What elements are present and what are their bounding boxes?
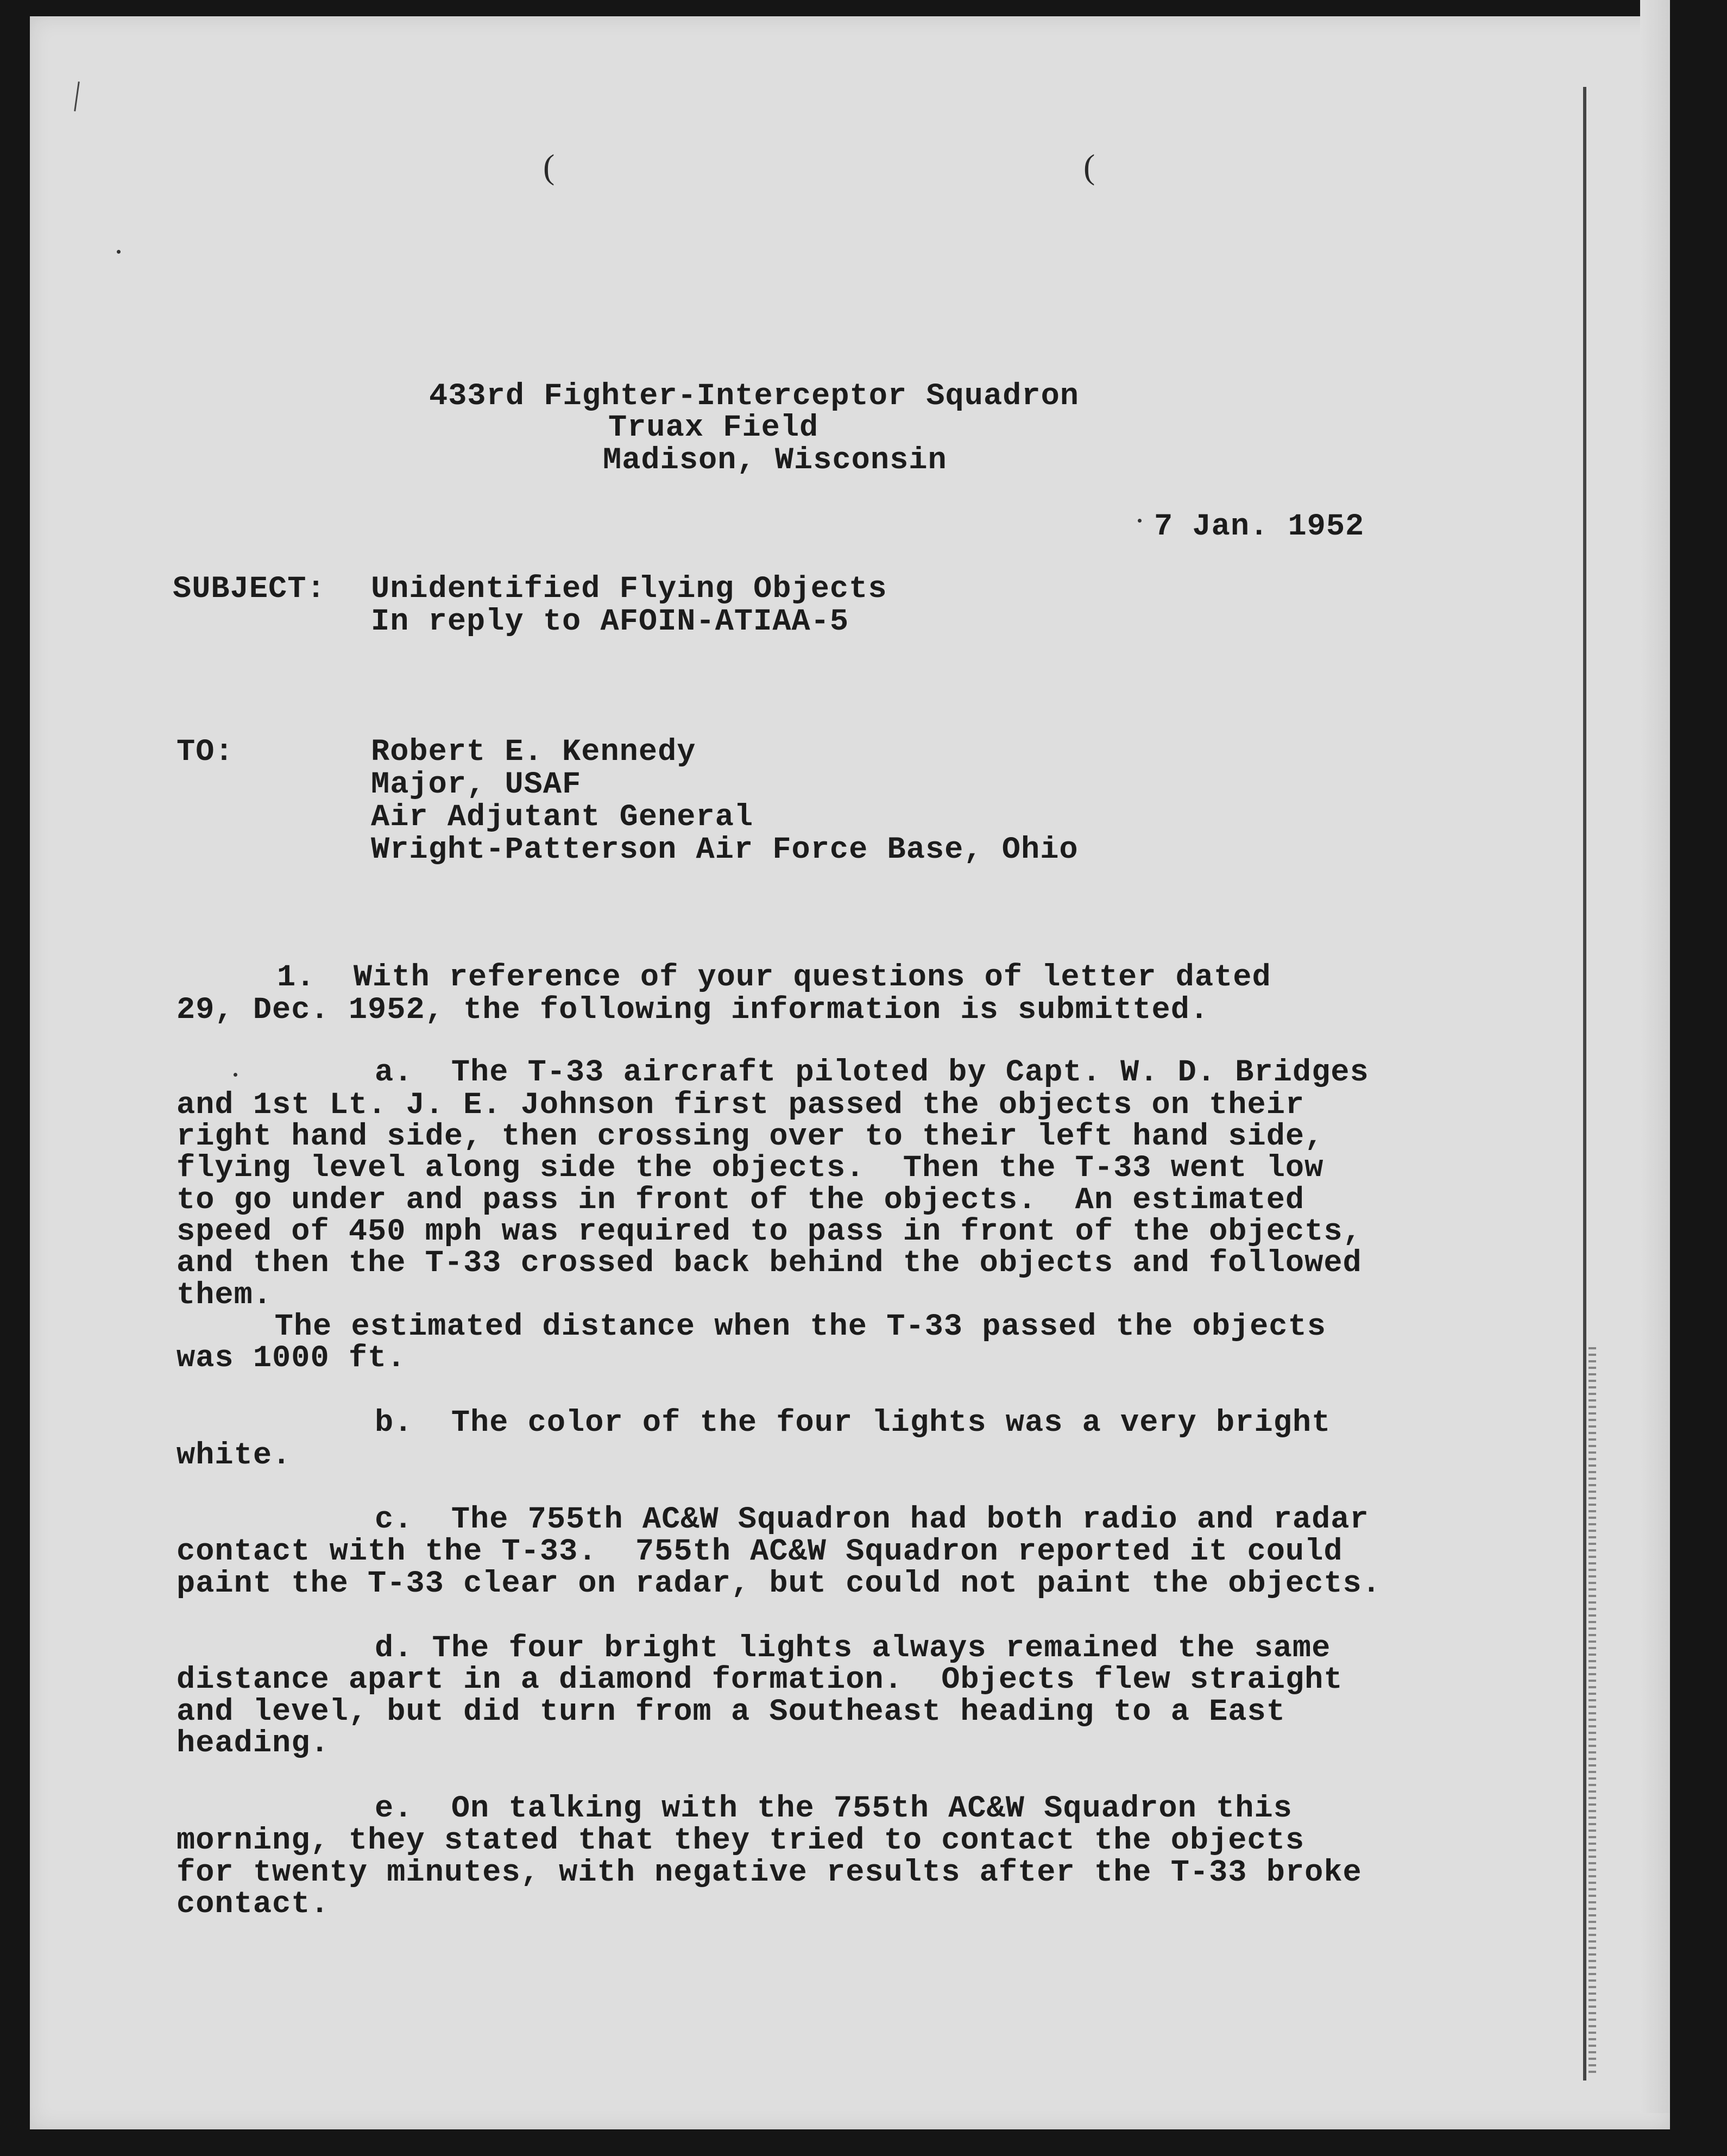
paragraph-b-line: white. — [177, 1438, 292, 1473]
to-label: TO: — [177, 735, 234, 770]
paragraph-a-line: The estimated distance when the T-33 passed the objects — [217, 1310, 1326, 1344]
paragraph-a-line: was 1000 ft. — [177, 1341, 406, 1376]
paragraph-1-line: 29, Dec. 1952, the following information is submitted. — [177, 993, 1209, 1028]
paper-right-margin — [1640, 0, 1670, 2113]
paragraph-b-line: b. The color of the four lights was a very bright — [375, 1406, 1331, 1441]
paragraph-a-line: and 1st Lt. J. E. Johnson first passed the objects on their — [177, 1088, 1305, 1123]
paragraph-d-line: and level, but did turn from a Southeast heading to a East — [177, 1695, 1285, 1730]
paragraph-a-line: them. — [177, 1278, 273, 1313]
paragraph-e-line: contact. — [177, 1887, 330, 1922]
paragraph-a-line: speed of 450 mph was required to pass in front of the objects, — [177, 1215, 1362, 1249]
subject-label: SUBJECT: — [173, 572, 326, 607]
paragraph-e-line: for twenty minutes, with negative results after the T-33 broke — [177, 1856, 1362, 1890]
letterhead-unit: 433rd Fighter-Interceptor Squadron — [429, 379, 1079, 414]
subject-line-2: In reply to AFOIN-ATIAA-5 — [371, 605, 849, 639]
letter-date: 7 Jan. 1952 — [1154, 510, 1365, 544]
paragraph-c-line: contact with the T-33. 755th AC&W Squadron reported it could — [177, 1535, 1343, 1569]
paragraph-a-line: flying level along side the objects. Then the T-33 went low — [177, 1151, 1324, 1186]
margin-paren-right: ( — [1083, 147, 1095, 186]
to-line: Major, USAF — [371, 768, 582, 802]
page-edge-line — [1583, 87, 1586, 2080]
paragraph-e-line: morning, they stated that they tried to contact the objects — [177, 1824, 1305, 1858]
to-line: Wright-Patterson Air Force Base, Ohio — [371, 833, 1079, 868]
paragraph-d-line: heading. — [177, 1726, 330, 1761]
page-edge-noise — [1589, 1347, 1596, 2075]
paragraph-a-line: and then the T-33 crossed back behind the objects and followed — [177, 1246, 1362, 1281]
paragraph-c-line: paint the T-33 clear on radar, but could not paint the objects. — [177, 1567, 1381, 1601]
to-line: Air Adjutant General — [371, 800, 754, 835]
letterhead-city: Madison, Wisconsin — [603, 443, 947, 478]
stray-dot — [1138, 519, 1142, 523]
subject-line-1: Unidentified Flying Objects — [371, 572, 887, 607]
paragraph-a-line: a. The T-33 aircraft piloted by Capt. W. D. Bridges — [375, 1055, 1369, 1090]
to-line: Robert E. Kennedy — [371, 735, 696, 770]
paragraph-a-line: to go under and pass in front of the objects. An estimated — [177, 1183, 1305, 1218]
stray-dot — [117, 250, 121, 254]
paragraph-1-line: 1. With reference of your questions of letter dated — [277, 960, 1271, 995]
stray-dot — [234, 1073, 237, 1077]
margin-paren-left: ( — [543, 147, 555, 186]
paragraph-e-line: e. On talking with the 755th AC&W Squadron this — [375, 1792, 1293, 1826]
paragraph-c-line: c. The 755th AC&W Squadron had both radio and radar — [375, 1503, 1369, 1537]
paragraph-a-line: right hand side, then crossing over to their left hand side, — [177, 1120, 1324, 1154]
paragraph-d-line: d. The four bright lights always remained the same — [375, 1631, 1331, 1666]
letterhead-field: Truax Field — [608, 411, 819, 445]
paragraph-d-line: distance apart in a diamond formation. Objects flew straight — [177, 1663, 1343, 1698]
